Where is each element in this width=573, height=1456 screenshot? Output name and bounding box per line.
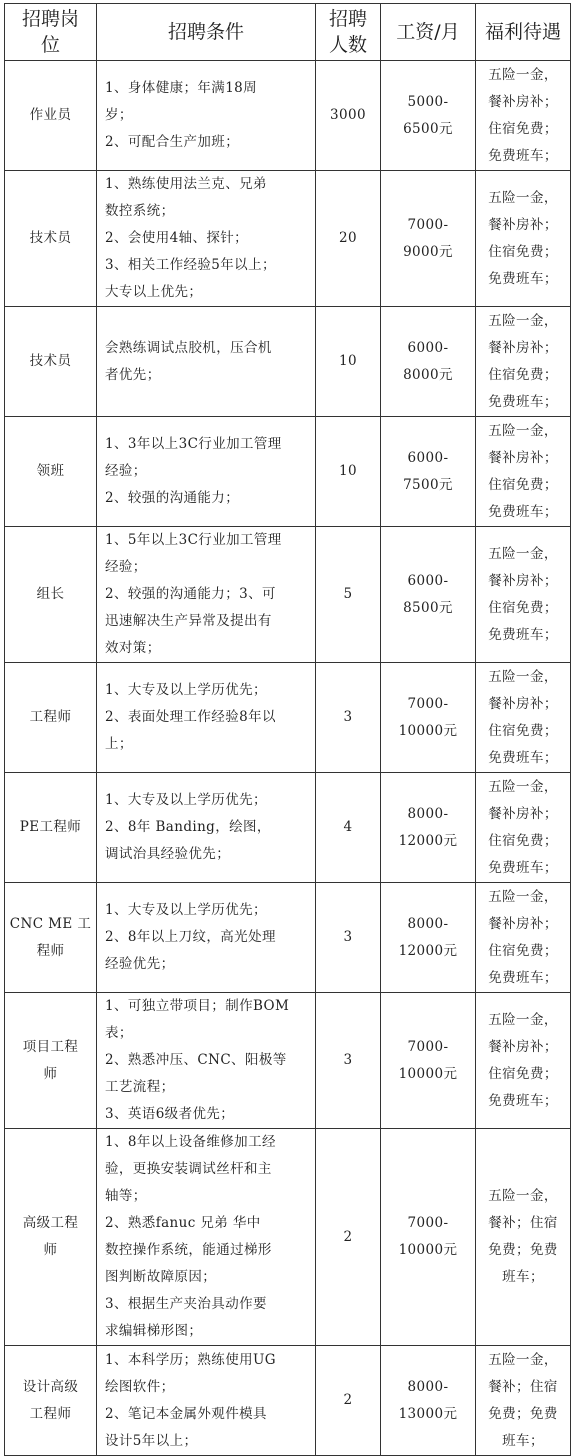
benefits-cell: 五险一金， 餐补房补； 住宿免费； 免费班车； [476,307,571,417]
benefits-cell: 五险一金， 餐补；住宿 免费；免费 班车； [476,1346,571,1456]
benefits-cell: 五险一金， 餐补；住宿 免费；免费 班车； [476,1129,571,1346]
table-row [5,307,571,417]
benefits-cell: 五险一金， 餐补房补； 住宿免费； 免费班车； [476,527,571,663]
requirements-cell: 1、大专及以上学历优先； 2、8年以上刀纹，高光处理 经验优先； [97,883,316,993]
salary-cell: 8000- 12000元 [381,883,476,993]
benefits-cell: 五险一金， 餐补房补； 住宿免费； 免费班车； [476,993,571,1129]
benefits-cell: 五险一金， 餐补房补； 住宿免费； 免费班车； [476,883,571,993]
position-cell: 技术员 [5,307,97,417]
count-cell: 3 [316,993,381,1129]
salary-cell: 6000- 7500元 [381,417,476,527]
benefits-cell: 五险一金， 餐补房补； 住宿免费； 免费班车； [476,61,571,171]
count-cell: 2 [316,1346,381,1456]
count-cell: 10 [316,417,381,527]
count-cell: 10 [316,307,381,417]
position-cell: 作业员 [5,61,97,171]
position-cell: 项目工程 师 [5,993,97,1129]
requirements-cell: 1、身体健康；年满18周 岁； 2、可配合生产加班； [97,61,316,171]
position-cell: CNC ME 工 程师 [5,883,97,993]
table-row [5,663,571,773]
header-benefits: 福利待遇 [476,4,571,61]
requirements-cell: 1、大专及以上学历优先； 2、表面处理工作经验8年以 上； [97,663,316,773]
salary-cell: 7000- 9000元 [381,171,476,307]
requirements-cell: 1、本科学历；熟练使用UG 绘图软件； 2、笔记本金属外观件模具 设计5年以上； [97,1346,316,1456]
count-cell: 5 [316,527,381,663]
benefits-cell: 五险一金， 餐补房补； 住宿免费； 免费班车； [476,417,571,527]
table-row [5,61,571,171]
position-cell: PE工程师 [5,773,97,883]
table-row [5,883,571,993]
count-cell: 3000 [316,61,381,171]
benefits-cell: 五险一金， 餐补房补； 住宿免费； 免费班车； [476,171,571,307]
table-row [5,773,571,883]
salary-cell: 7000- 10000元 [381,1129,476,1346]
table-row [5,1129,571,1346]
salary-cell: 8000- 12000元 [381,773,476,883]
requirements-cell: 1、8年以上设备维修加工经 验，更换安装调试丝杆和主 轴等； 2、熟悉fanuc 兄弟 华中 数控操作系统，能通过梯形 图判断故障原因； 3、根据生产夹治具动作要 求编辑梯形图； [97,1129,316,1346]
header-requirements: 招聘条件 [97,4,316,61]
header-salary: 工资/月 [381,4,476,61]
count-cell: 3 [316,663,381,773]
position-cell: 领班 [5,417,97,527]
position-cell: 设计高级 工程师 [5,1346,97,1456]
table-header-row [5,4,571,61]
position-cell: 组长 [5,527,97,663]
requirements-cell: 会熟练调试点胶机，压合机 者优先； [97,307,316,417]
requirements-cell: 1、大专及以上学历优先； 2、8年 Banding，绘图， 调试治具经验优先； [97,773,316,883]
position-cell: 技术员 [5,171,97,307]
benefits-cell: 五险一金， 餐补房补； 住宿免费； 免费班车； [476,773,571,883]
count-cell: 20 [316,171,381,307]
requirements-cell: 1、5年以上3C行业加工管理 经验； 2、较强的沟通能力；3、可 迅速解决生产异常及提出有 效对策； [97,527,316,663]
table-row [5,1346,571,1456]
salary-cell: 6000- 8500元 [381,527,476,663]
salary-cell: 5000- 6500元 [381,61,476,171]
requirements-cell: 1、3年以上3C行业加工管理 经验； 2、较强的沟通能力； [97,417,316,527]
benefits-cell: 五险一金， 餐补房补； 住宿免费； 免费班车； [476,663,571,773]
count-cell: 2 [316,1129,381,1346]
table-row [5,417,571,527]
salary-cell: 6000- 8000元 [381,307,476,417]
position-cell: 高级工程 师 [5,1129,97,1346]
header-position: 招聘岗 位 [5,4,97,61]
header-count: 招聘 人数 [316,4,381,61]
count-cell: 3 [316,883,381,993]
requirements-cell: 1、熟练使用法兰克、兄弟 数控系统； 2、会使用4轴、探针； 3、相关工作经验5年以上； 大专以上优先； [97,171,316,307]
recruitment-table [4,3,571,1456]
table-row [5,993,571,1129]
salary-cell: 7000- 10000元 [381,663,476,773]
salary-cell: 8000- 13000元 [381,1346,476,1456]
table-row [5,171,571,307]
count-cell: 4 [316,773,381,883]
table-row [5,527,571,663]
salary-cell: 7000- 10000元 [381,993,476,1129]
position-cell: 工程师 [5,663,97,773]
requirements-cell: 1、可独立带项目；制作BOM 表； 2、熟悉冲压、CNC、阳极等 工艺流程； 3、英语6级者优先； [97,993,316,1129]
